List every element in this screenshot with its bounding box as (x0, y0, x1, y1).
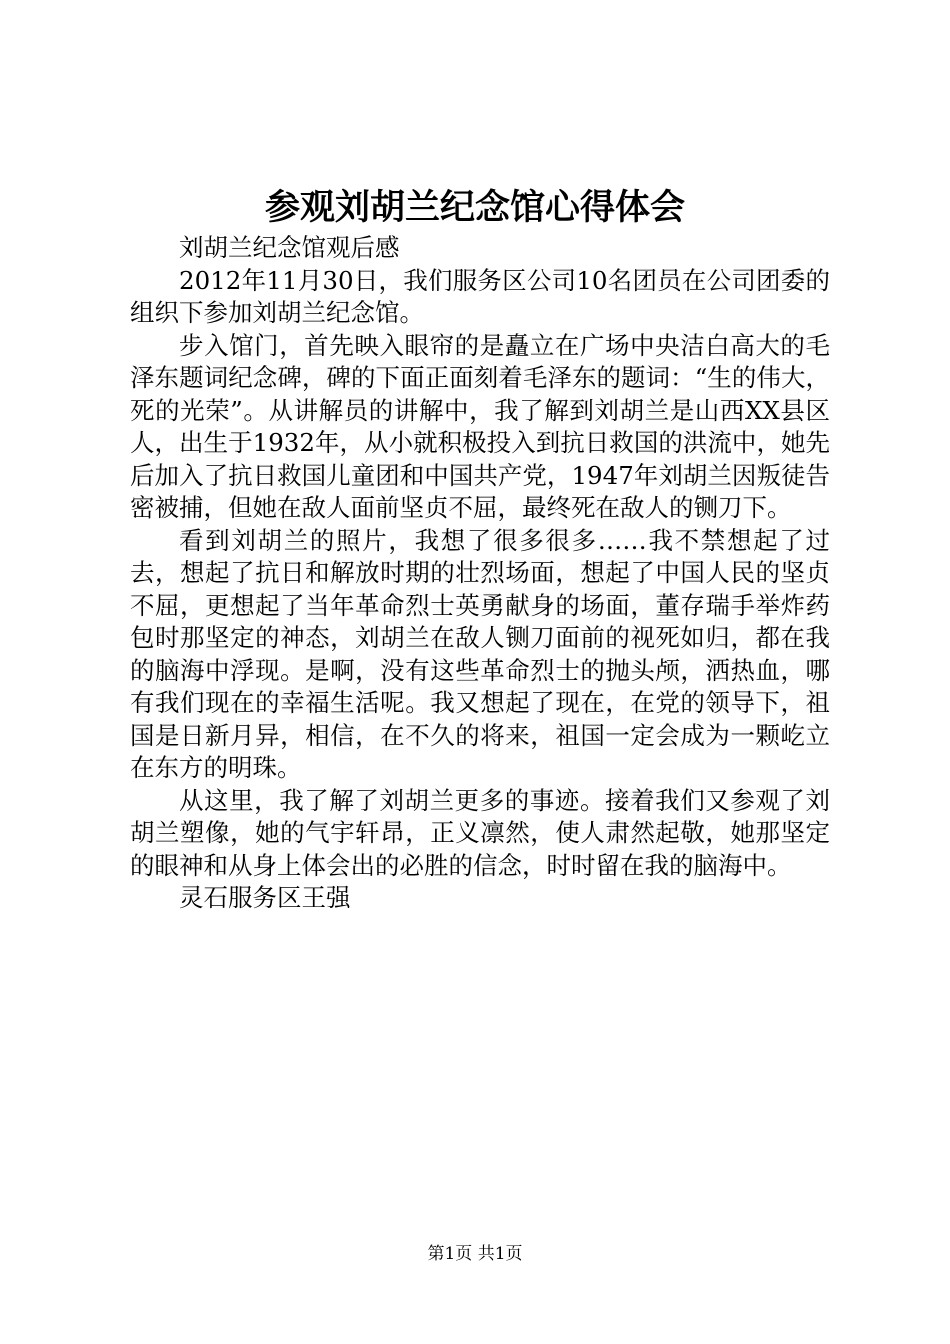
document-title: 参观刘胡兰纪念馆心得体会 (264, 187, 685, 228)
page-number-footer: 第1页 共1页 (427, 1244, 523, 1264)
paragraph-signature: 灵石服务区王强 (179, 883, 351, 912)
paragraph-statue: 从这里，我了解了刘胡兰更多的事迹。接着我们又参观了刘胡兰塑像，她的气宇轩昂，正义凛然，使人肃然起敬，她那坚定的眼神和从身上体会出的必胜的信念，时时留在我的脑海中。 (130, 785, 830, 880)
paragraph-intro: 2012年11月30日，我们服务区公司10名团员在公司团委的组织下参加刘胡兰纪念馆。 (130, 265, 830, 327)
document-body (130, 232, 830, 915)
paragraph-subtitle: 刘胡兰纪念馆观后感 (179, 233, 400, 262)
paragraph-monument: 步入馆门，首先映入眼帘的是矗立在广场中央洁白高大的毛泽东题词纪念碑，碑的下面正面刻着毛泽东的题词：“生的伟大，死的光荣”。从讲解员的讲解中，我了解到刘胡兰是山西XX县区人，出生于1932年，从小就积极投入到抗日救国的洪流中，她先后加入了抗日救国儿童团和中国共产党，1947年刘胡兰因叛徒告密被捕，但她在敌人面前坚贞不屈，最终死在敌人的铡刀下。 (130, 330, 830, 522)
paragraph-reflection: 看到刘胡兰的照片，我想了很多很多……我不禁想起了过去，想起了抗日和解放时期的壮烈场面，想起了中国人民的坚贞不屈，更想起了当年革命烈士英勇献身的场面，董存瑞手举炸药包时那坚定的神态，刘胡兰在敌人铡刀面前的视死如归，都在我的脑海中浮现。是啊，没有这些革命烈士的抛头颅，洒热血，哪有我们现在的幸福生活呢。我又想起了现在，在党的领导下，祖国是日新月异，相信，在不久的将来，祖国一定会成为一颗屹立在东方的明珠。 (130, 525, 830, 782)
